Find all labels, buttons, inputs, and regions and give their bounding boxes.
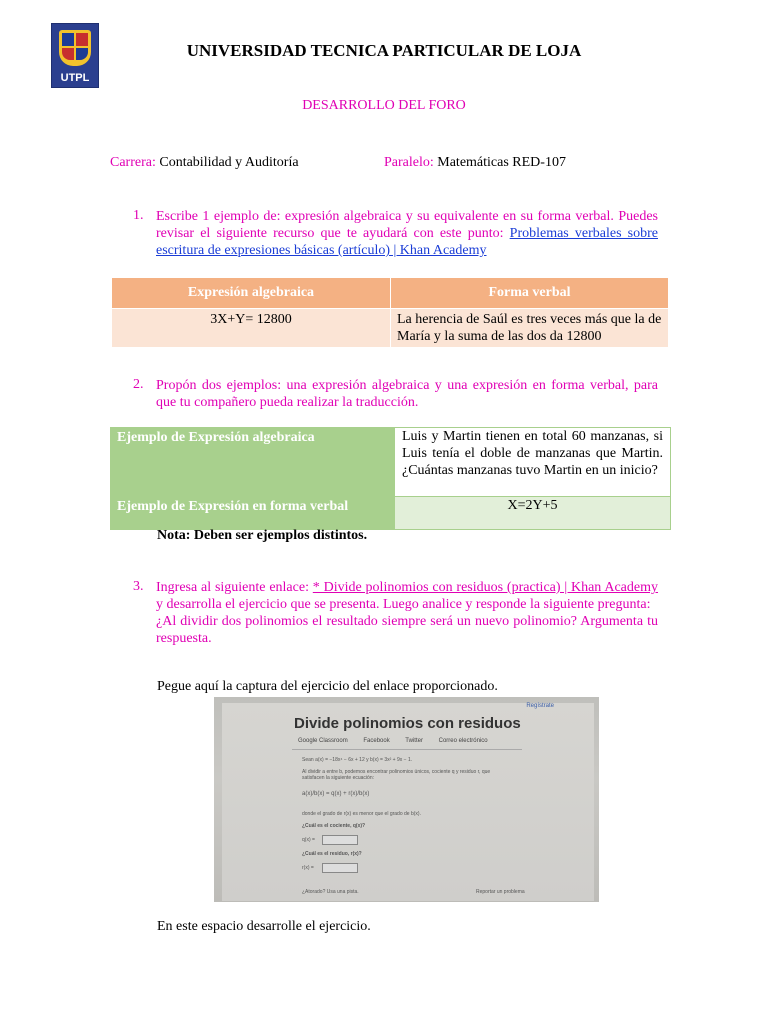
paralelo-line <box>384 155 566 171</box>
q3-text-before: Ingresa al siguiente enlace: <box>156 580 313 595</box>
screenshot-page <box>222 703 594 901</box>
q2-text: Propón dos ejemplos: una expresión algebraica y una expresión en forma verbal, para que tu compañero pueda realizar la traducción. <box>156 378 658 410</box>
q1-header-expression: Expresión algebraica <box>112 278 391 309</box>
screenshot-line2: Al dividir a entre b, podemos encontrar polinomios únicos, cociente q y residuo r, que satisfacen la siguiente ecuación: <box>302 769 491 781</box>
q2-note: Nota: Deben ser ejemplos distintos. <box>157 528 368 543</box>
q1-table <box>111 277 669 348</box>
screenshot-q-input <box>322 835 358 845</box>
screenshot-r-input-label: r(x) = <box>302 865 314 871</box>
carrera-line <box>110 155 299 171</box>
carrera-value: Contabilidad y Auditoría <box>159 155 299 170</box>
q3-khan-link[interactable]: * Divide polinomios con residuos (practica) | Khan Academy <box>312 580 659 595</box>
screenshot-register-link: Regístrate <box>526 703 554 709</box>
q3-question: ¿Al dividir dos polinomios el resultado siempre será un nuevo polinomio? Argumenta tu respuesta. <box>156 614 658 646</box>
q3-number: 3. <box>133 579 144 594</box>
screenshot-line1: Sean a(x) = −18x⁴ − 6x + 12 y b(x) = 3x² + 9x − 1. <box>302 757 413 763</box>
q2-row1-value: Luis y Martin tienen en total 60 manzanas, si Luis tenía el doble de manzanas que Martin. ¿Cuántas manzanas tuvo Martin en un inicio? <box>395 428 671 497</box>
q2-row1-label: Ejemplo de Expresión algebraica <box>111 428 395 497</box>
twitter-share: Twitter <box>405 738 423 744</box>
closing-instruction: En este espacio desarrolle el ejercicio. <box>157 919 371 934</box>
logo-label: UTPL <box>60 72 90 84</box>
facebook-share: Facebook <box>363 738 390 744</box>
paralelo-value: Matemáticas RED-107 <box>437 155 566 170</box>
q2-table <box>110 427 671 530</box>
screenshot-hint: ¿Atorado? Usa una pista. <box>302 889 359 895</box>
screenshot-line3: donde el grado de r(x) es menor que el grado de b(x). <box>302 811 421 817</box>
q2-number: 2. <box>133 377 144 392</box>
screenshot-share-bar <box>298 738 502 744</box>
screenshot-q-label: ¿Cuál es el cociente, q(x)? <box>302 823 366 829</box>
screenshot-formula: a(x)/b(x) = q(x) + r(x)/b(x) <box>302 791 370 797</box>
q1-khan-link[interactable]: Problemas verbales sobre escritura de expresiones básicas (artículo) | Khan Academy <box>156 226 658 258</box>
exercise-screenshot <box>214 697 599 902</box>
q1-header-verbal: Forma verbal <box>391 278 669 309</box>
q3-text-after: y desarrolla el ejercicio que se presenta. Luego analice y responde la siguiente pregunta: <box>156 597 651 612</box>
screenshot-divider <box>292 749 522 750</box>
screenshot-r-input <box>322 863 358 873</box>
screenshot-q-input-label: q(x) = <box>302 837 315 843</box>
q2-row2-label: Ejemplo de Expresión en forma verbal <box>111 497 395 530</box>
screenshot-r-label: ¿Cuál es el residuo, r(x)? <box>302 851 362 857</box>
screenshot-report: Reportar un problema <box>476 889 525 895</box>
carrera-label: Carrera: <box>110 155 156 170</box>
capture-instruction: Pegue aquí la captura del ejercicio del enlace proporcionado. <box>157 679 498 694</box>
document-subtitle: DESARROLLO DEL FORO <box>302 98 466 113</box>
q2-row2-value: X=2Y+5 <box>395 497 671 530</box>
university-title: UNIVERSIDAD TECNICA PARTICULAR DE LOJA <box>186 41 582 60</box>
q1-cell-verbal: La herencia de Saúl es tres veces más que la de María y la suma de las dos da 12800 <box>391 309 669 348</box>
paralelo-label: Paralelo: <box>384 155 434 170</box>
q1-cell-expression: 3X+Y= 12800 <box>112 309 391 348</box>
q1-instruction: Escribe 1 ejemplo de: expresión algebraica y su equivalente en su forma verbal. Puedes revisar el siguiente recurso que te ayudará con este punto: <box>156 209 658 241</box>
q1-number: 1. <box>133 208 144 223</box>
q1-text <box>156 208 658 259</box>
q3-text <box>156 579 658 647</box>
email-share: Correo electrónico <box>438 738 488 744</box>
google-classroom-share: Google Classroom <box>298 738 348 744</box>
screenshot-heading: Divide polinomios con residuos <box>294 715 521 732</box>
